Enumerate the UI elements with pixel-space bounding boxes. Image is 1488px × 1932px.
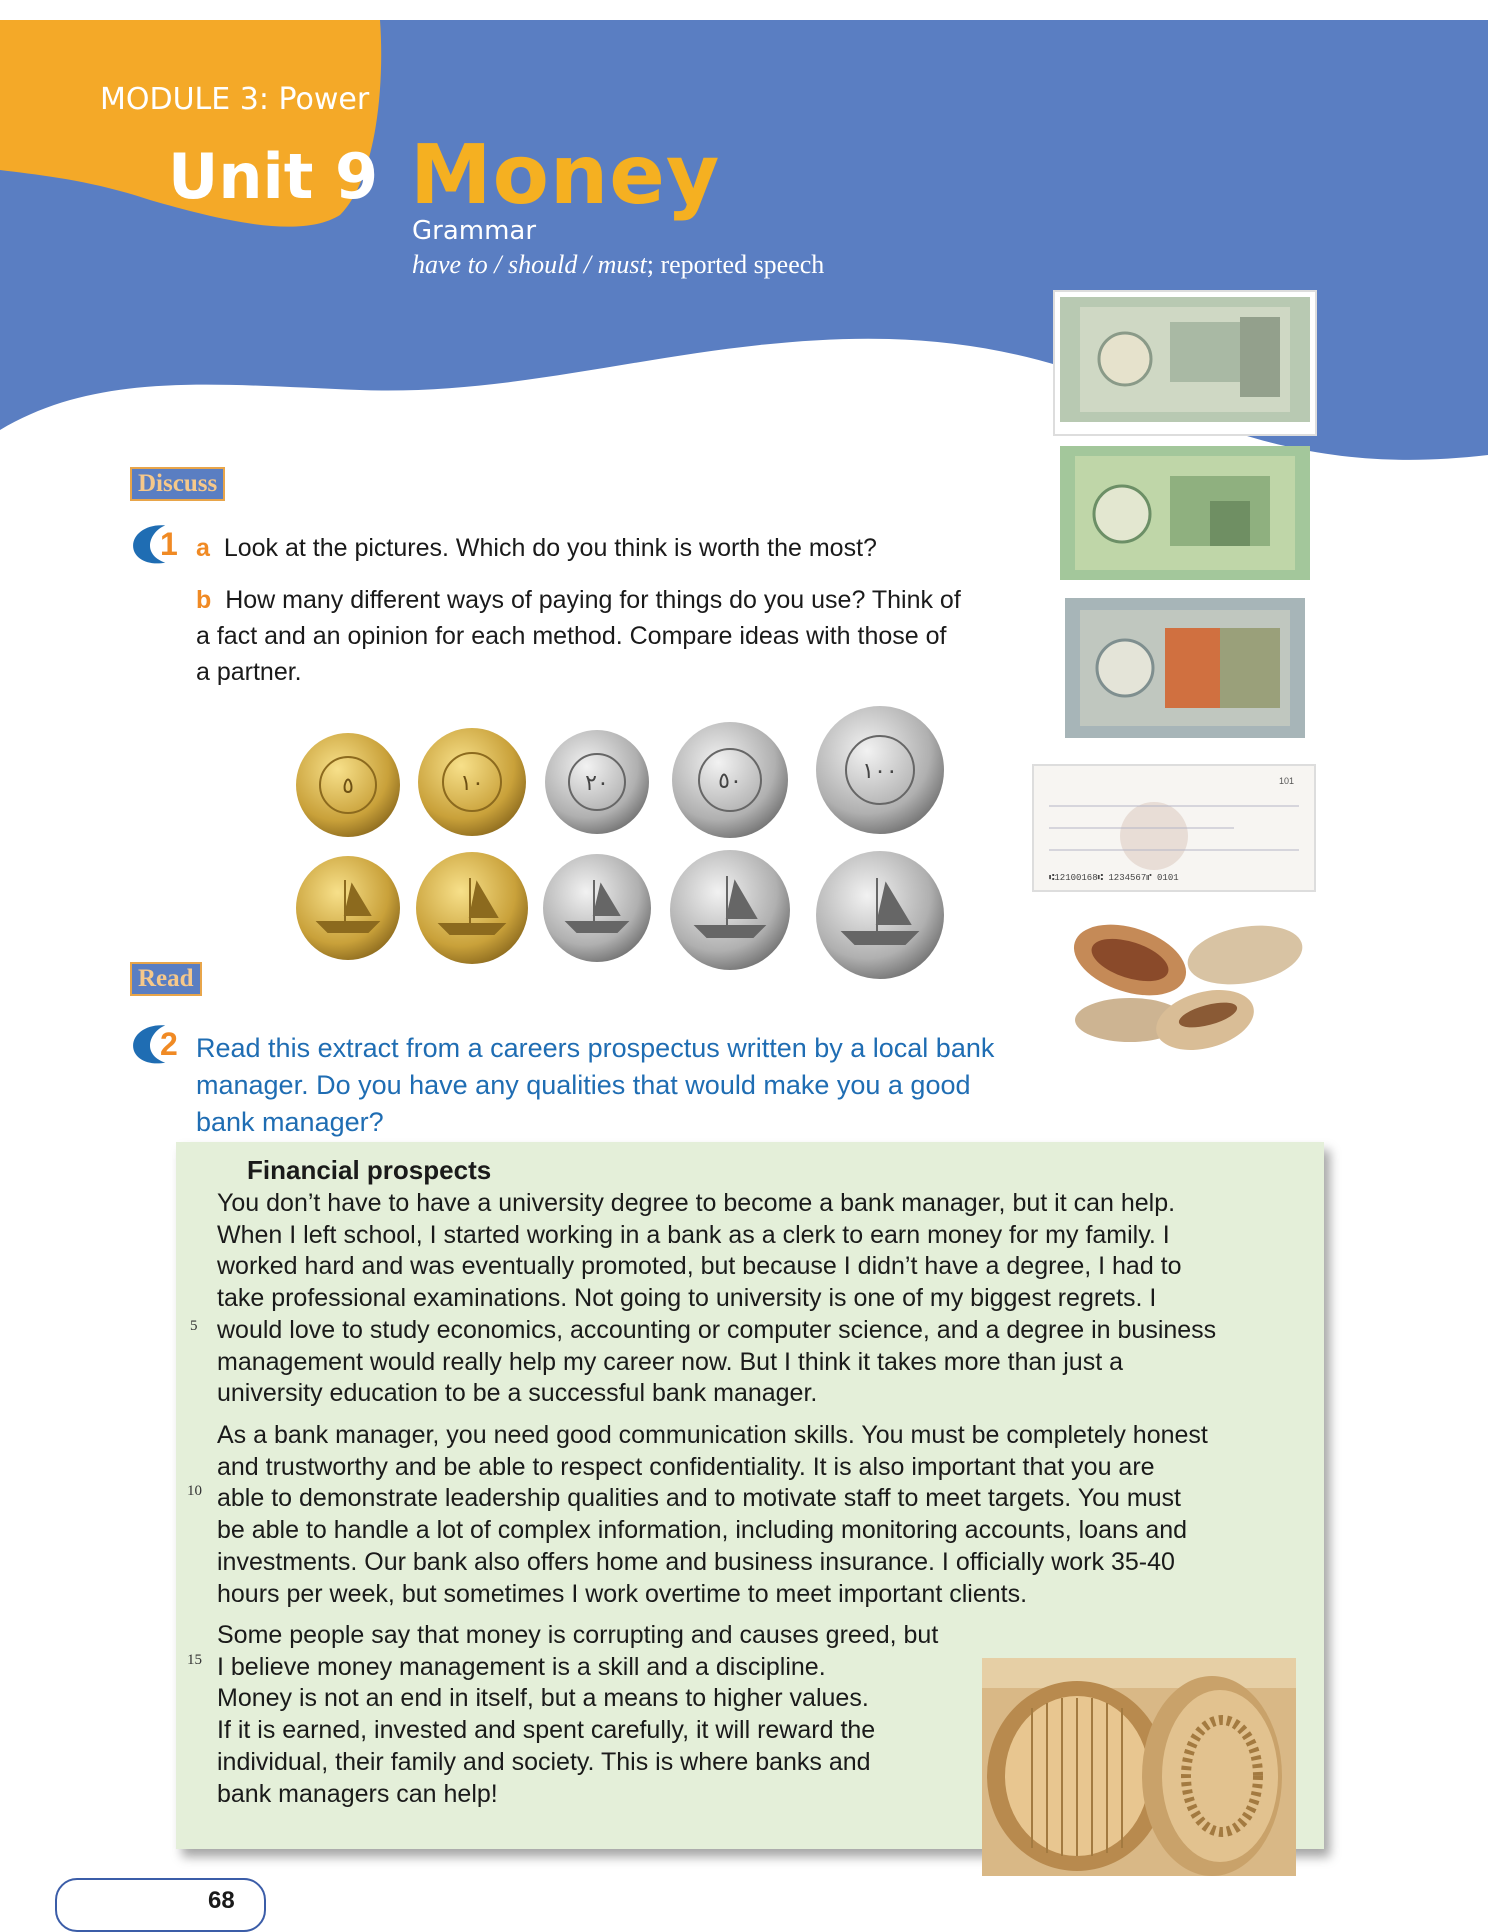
passage-paragraph-3 <box>217 1620 977 1810</box>
coin-100 <box>816 706 944 834</box>
unit-label: Unit 9 <box>168 140 379 213</box>
question-1b <box>196 582 961 690</box>
cheque-micr: ⑆12100168⑆ 1234567⑈ 0101 <box>1049 873 1179 883</box>
passage-line: If it is earned, invested and spent carefully, it will reward the <box>217 1716 876 1745</box>
question-2-line: Read this extract from a careers prospectus written by a local bank <box>196 1033 995 1063</box>
passage-line: You don’t have to have a university degree to become a bank manager, but it can help. <box>217 1189 1176 1217</box>
line-number-5: 5 <box>190 1318 198 1334</box>
svg-text:٢٠: ٢٠ <box>585 771 609 796</box>
question-1b-line: a partner. <box>196 658 302 686</box>
passage-line: management would really help my career now. But I think it takes more than just a <box>217 1347 1124 1376</box>
coin-dhow-4 <box>670 850 790 970</box>
passage-title: Financial prospects <box>247 1155 492 1185</box>
discuss-tag: Discuss <box>130 467 225 501</box>
kuwaiti-coins-image <box>290 700 970 990</box>
question-2-number: 2 <box>160 1026 178 1062</box>
question-1b-letter: b <box>196 586 212 614</box>
passage-line: investments. Our bank also offers home and business insurance. I officially work 35-40 <box>217 1547 1175 1576</box>
banknote-3 <box>1065 598 1305 738</box>
question-1a-letter: a <box>196 534 210 562</box>
svg-text:١٠٠: ١٠٠ <box>862 759 898 784</box>
passage-line: I believe money management is a skill and a discipline. <box>217 1652 826 1681</box>
coin-dhow-5 <box>816 851 944 979</box>
svg-text:٥٠: ٥٠ <box>718 769 742 794</box>
read-tag: Read <box>130 962 202 996</box>
question-1a-text: Look at the pictures. Which do you think is worth the most? <box>223 534 877 562</box>
page-title: Money <box>410 128 721 223</box>
passage-line: Some people say that money is corrupting and causes greed, but <box>217 1621 939 1649</box>
question-2-text <box>196 1030 994 1141</box>
passage-paragraph-2 <box>217 1420 1327 1610</box>
passage-line: take professional examinations. Not going to university is one of my biggest regrets. I <box>217 1284 1157 1313</box>
coin-20 <box>545 730 649 834</box>
banknote-3-art <box>1065 598 1305 738</box>
passage-line: worked hard and was eventually promoted, but because I didn’t have a degree, I had to <box>217 1252 1182 1281</box>
cheque-art <box>1034 766 1314 890</box>
coin-dhow-3 <box>543 854 651 962</box>
passage-paragraph-1 <box>217 1188 1327 1410</box>
passage-line: As a bank manager, you need good communication skills. You must be completely honest <box>217 1421 1208 1449</box>
coin-dhow-1 <box>296 856 400 960</box>
question-1b-line: a fact and an opinion for each method. Compare ideas with those of <box>196 622 947 650</box>
coin-10 <box>418 728 526 836</box>
passage-line: be able to handle a lot of complex information, including monitoring accounts, loans and <box>217 1516 1188 1545</box>
grammar-heading: Grammar <box>412 216 537 246</box>
passage-line: individual, their family and society. This is where banks and <box>217 1747 871 1776</box>
question-1-number: 1 <box>160 526 178 562</box>
passage-line: and trustworthy and be able to respect confidentiality. It is also important that you are <box>217 1452 1155 1481</box>
question-1a <box>196 530 877 566</box>
banknote-2-art <box>1060 446 1310 580</box>
passage-line: able to demonstrate leadership qualities and to motivate staff to meet targets. You must <box>217 1484 1182 1513</box>
coin-dhow-2 <box>416 852 528 964</box>
bank-vault-image <box>982 1658 1296 1876</box>
question-1b-line: b How many different ways of paying for things do you use? Think of <box>196 586 961 614</box>
banknote-1 <box>1055 292 1315 434</box>
svg-text:٥: ٥ <box>342 774 354 799</box>
passage-line: Money is not an end in itself, but a means to higher values. <box>217 1684 869 1713</box>
grammar-topics-rest: ; reported speech <box>646 250 825 279</box>
grammar-topics-italic: have to / should / must <box>412 250 647 279</box>
passage-line: hours per week, but sometimes I work overtime to meet important clients. <box>217 1579 1028 1608</box>
passage-line: would love to study economics, accounting or computer science, and a degree in business <box>217 1315 1217 1344</box>
passage-line: university education to be a successful bank manager. <box>217 1379 818 1408</box>
banknote-1-art <box>1060 297 1310 422</box>
coin-50 <box>672 722 788 838</box>
passage-line: When I left school, I started working in a bank as a clerk to earn money for my family. I <box>217 1220 1170 1249</box>
module-label: MODULE 3: Power <box>100 82 370 117</box>
grammar-topics <box>412 250 824 280</box>
coin-5 <box>296 733 400 837</box>
question-2-line: manager. Do you have any qualities that would make you a good <box>196 1070 971 1100</box>
page-number: 68 <box>208 1887 235 1914</box>
svg-text:١٠: ١٠ <box>460 771 484 796</box>
question-2-line: bank manager? <box>196 1107 384 1137</box>
cheque-image <box>1034 766 1314 890</box>
line-number-10: 10 <box>187 1483 202 1499</box>
line-number-15: 15 <box>187 1652 202 1668</box>
banknote-2 <box>1060 446 1310 580</box>
passage-line: bank managers can help! <box>217 1779 498 1808</box>
cheque-number: 101 <box>1279 776 1295 786</box>
cowrie-shells-image <box>1070 915 1310 1055</box>
